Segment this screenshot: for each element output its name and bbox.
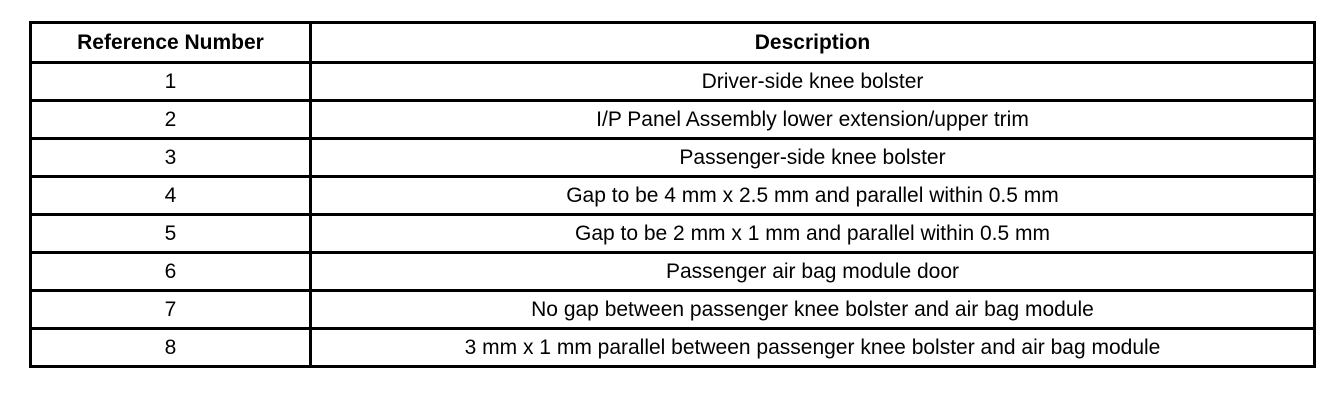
description-cell: 3 mm x 1 mm parallel between passenger knee bolster and air bag module bbox=[311, 329, 1315, 367]
table-row bbox=[31, 63, 1315, 101]
table-row bbox=[31, 139, 1315, 177]
table-row bbox=[31, 253, 1315, 291]
reference-number-cell: 4 bbox=[31, 177, 311, 215]
reference-number-cell: 1 bbox=[31, 63, 311, 101]
reference-number-cell: 8 bbox=[31, 329, 311, 367]
table-row bbox=[31, 215, 1315, 253]
reference-table bbox=[29, 21, 1316, 368]
reference-number-cell: 6 bbox=[31, 253, 311, 291]
table-row bbox=[31, 101, 1315, 139]
table-row bbox=[31, 177, 1315, 215]
reference-number-cell: 2 bbox=[31, 101, 311, 139]
description-cell: Passenger-side knee bolster bbox=[311, 139, 1315, 177]
table-row bbox=[31, 329, 1315, 367]
header-reference-number: Reference Number bbox=[31, 23, 311, 63]
reference-number-cell: 7 bbox=[31, 291, 311, 329]
description-cell: I/P Panel Assembly lower extension/upper trim bbox=[311, 101, 1315, 139]
description-cell: Gap to be 2 mm x 1 mm and parallel within 0.5 mm bbox=[311, 215, 1315, 253]
table-header-row bbox=[31, 23, 1315, 63]
description-cell: Driver-side knee bolster bbox=[311, 63, 1315, 101]
reference-number-cell: 5 bbox=[31, 215, 311, 253]
description-cell: Passenger air bag module door bbox=[311, 253, 1315, 291]
table-row bbox=[31, 291, 1315, 329]
header-description: Description bbox=[311, 23, 1315, 63]
reference-number-cell: 3 bbox=[31, 139, 311, 177]
description-cell: Gap to be 4 mm x 2.5 mm and parallel within 0.5 mm bbox=[311, 177, 1315, 215]
description-cell: No gap between passenger knee bolster and air bag module bbox=[311, 291, 1315, 329]
